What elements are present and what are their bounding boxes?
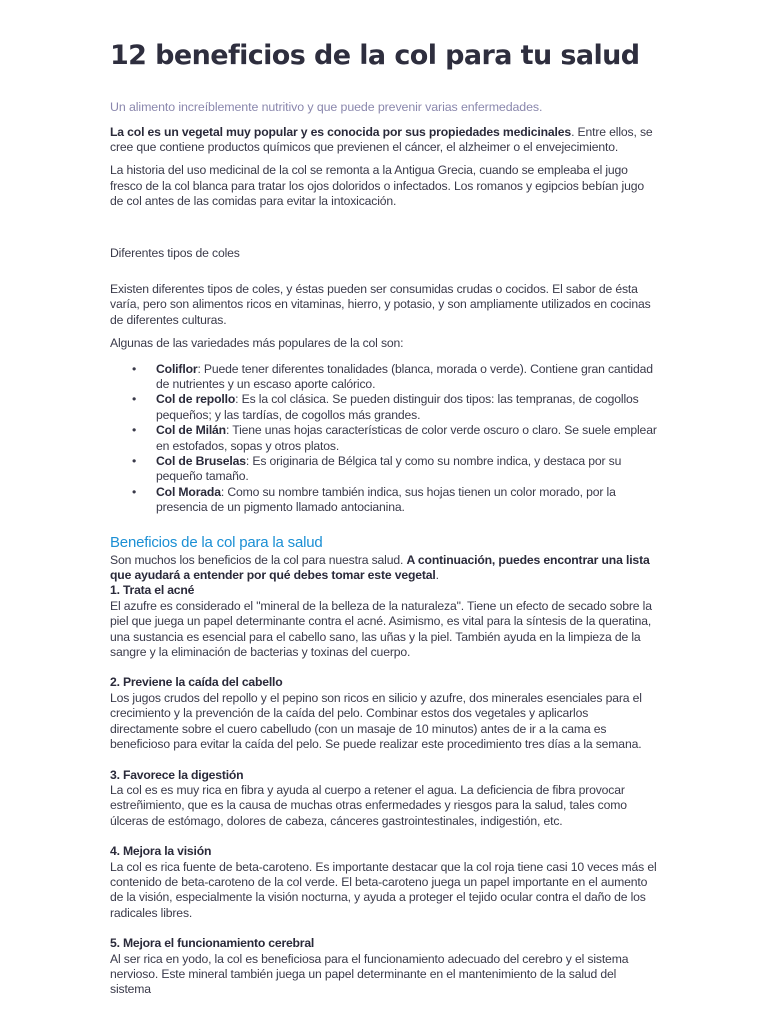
variety-desc: : Es originaria de Bélgica tal y como su nombre indica, y destaca por su pequeño tamaño. bbox=[156, 454, 622, 484]
benefits-intro-bold: A continuación, puedes encontrar una lista que ayudará a entender por qué debes tomar este vegetal bbox=[110, 552, 650, 583]
benefit-title: 5. Mejora el funcionamiento cerebral bbox=[110, 936, 315, 951]
variety-desc: : Tiene unas hojas características de color verde oscuro o claro. Se suele emplear en estofados, sopas y otros platos. bbox=[156, 423, 657, 453]
page-title: 12 beneficios de la col para tu salud bbox=[110, 40, 640, 71]
varieties-list bbox=[110, 362, 660, 516]
list-item bbox=[110, 454, 660, 485]
benefits-intro-end: . bbox=[435, 568, 439, 583]
intro-paragraph bbox=[110, 125, 660, 156]
benefit-text: Los jugos crudos del repollo y el pepino son ricos en silicio y azufre, dos minerales esenciales para el crecimiento y la prevención de la caída del pelo. Combinar estos dos vegetales y aplicarlos directamente sobre el cuero cabelludo (con un masaje de 10 minutos) antes de ir a la cama es beneficioso para evitar la caída del pelo. Se puede realizar este procedimiento tres días a la semana. bbox=[110, 690, 642, 752]
intro-rest: . Entre ellos, se cree que contiene productos químicos que previenen el cáncer, el alzheimer o el envejecimiento. bbox=[110, 124, 653, 154]
benefit-title: 3. Favorece la digestión bbox=[110, 767, 244, 782]
subtitle: Un alimento increíblemente nutritivo y que puede prevenir varias enfermedades. bbox=[110, 100, 543, 114]
variety-name: Col de Bruselas bbox=[156, 454, 246, 468]
benefits-intro bbox=[110, 553, 660, 584]
article bbox=[110, 38, 660, 1013]
list-item bbox=[110, 392, 660, 423]
benefit-section bbox=[110, 768, 660, 830]
varieties-intro: Algunas de las variedades más populares de la col son: bbox=[110, 336, 404, 351]
variety-desc: : Como su nombre también indica, sus hojas tienen un color morado, por la presencia de un pigmento llamado antocianina. bbox=[156, 484, 616, 515]
variety-name: Col Morada bbox=[156, 484, 221, 499]
benefit-section bbox=[110, 936, 660, 998]
types-paragraph: Existen diferentes tipos de coles, y éstas pueden ser consumidas crudas o cocidos. El sabor de ésta varía, pero son alimentos ricos en vitaminas, hierro, y potasio, y son ampliamente utilizados en cocinas de diferentes culturas. bbox=[110, 281, 651, 327]
intro-bold: La col es un vegetal muy popular y es conocida por sus propiedades medicinales bbox=[110, 124, 572, 139]
benefit-title: 2. Previene la caída del cabello bbox=[110, 675, 283, 690]
benefit-title: 4. Mejora la visión bbox=[110, 844, 212, 859]
benefit-text: El azufre es considerado el "mineral de la belleza de la naturaleza". Tiene un efecto de secado sobre la piel que juega un papel determinante contra el acné. Asimismo, es vital para la síntesis de la queratina, una sustancia es esencial para el cabello sano, las uñas y la piel. También ayuda en la limpieza de la sangre y la eliminación de bacterias y toxinas del cuerpo. bbox=[110, 598, 652, 660]
list-item bbox=[110, 485, 660, 516]
list-item bbox=[110, 423, 660, 454]
benefit-section bbox=[110, 583, 660, 660]
benefit-text: La col es es muy rica en fibra y ayuda al cuerpo a retener el agua. La deficiencia de fibra provocar estreñimiento, que es la causa de muchas otras enfermedades y riesgos para la salud, tales como úlceras de estómago, dolores de cabeza, cánceres gastrointestinales, indigestión, etc. bbox=[110, 782, 627, 828]
benefit-text: La col es rica fuente de beta-caroteno. Es importante destacar que la col roja tiene casi 10 veces más el contenido de beta-caroteno de la col verde. El beta-caroteno juega un papel importante en el aumento de la visión, especialmente la visión nocturna, y ayuda a proteger el tejido ocular contra el daño de los radicales libres. bbox=[110, 859, 657, 920]
variety-name: Col de repollo bbox=[156, 392, 236, 407]
history-paragraph: La historia del uso medicinal de la col se remonta a la Antigua Grecia, cuando se empleaba el jugo fresco de la col blanca para tratar los ojos doloridos o infectados. Los romanos y egipcios bebían jugo de col antes de las comidas para evitar la intoxicación. bbox=[110, 163, 644, 209]
benefits-heading: Beneficios de la col para la salud bbox=[110, 533, 323, 551]
benefit-title: 1. Trata el acné bbox=[110, 583, 195, 598]
variety-desc: : Es la col clásica. Se pueden distinguir dos tipos: las tempranas, de cogollos pequeños; y las tardías, de cogollos más grandes. bbox=[156, 392, 639, 422]
variety-name: Coliflor bbox=[156, 361, 198, 376]
variety-desc: : Puede tener diferentes tonalidades (blanca, morada o verde). Contiene gran cantidad de nutrientes y un escaso aporte calórico. bbox=[156, 361, 653, 391]
types-heading: Diferentes tipos de coles bbox=[110, 245, 240, 260]
benefit-section bbox=[110, 844, 660, 921]
variety-name: Col de Milán bbox=[156, 423, 226, 438]
list-item bbox=[110, 362, 660, 393]
benefit-section bbox=[110, 675, 660, 752]
benefits-intro-plain: Son muchos los beneficios de la col para nuestra salud. bbox=[110, 552, 407, 567]
benefit-text: Al ser rica en yodo, la col es beneficiosa para el funcionamiento adecuado del cerebro y el sistema nervioso. Este mineral también juega un papel determinante en el mantenimiento de la salud del sistema bbox=[110, 951, 629, 997]
